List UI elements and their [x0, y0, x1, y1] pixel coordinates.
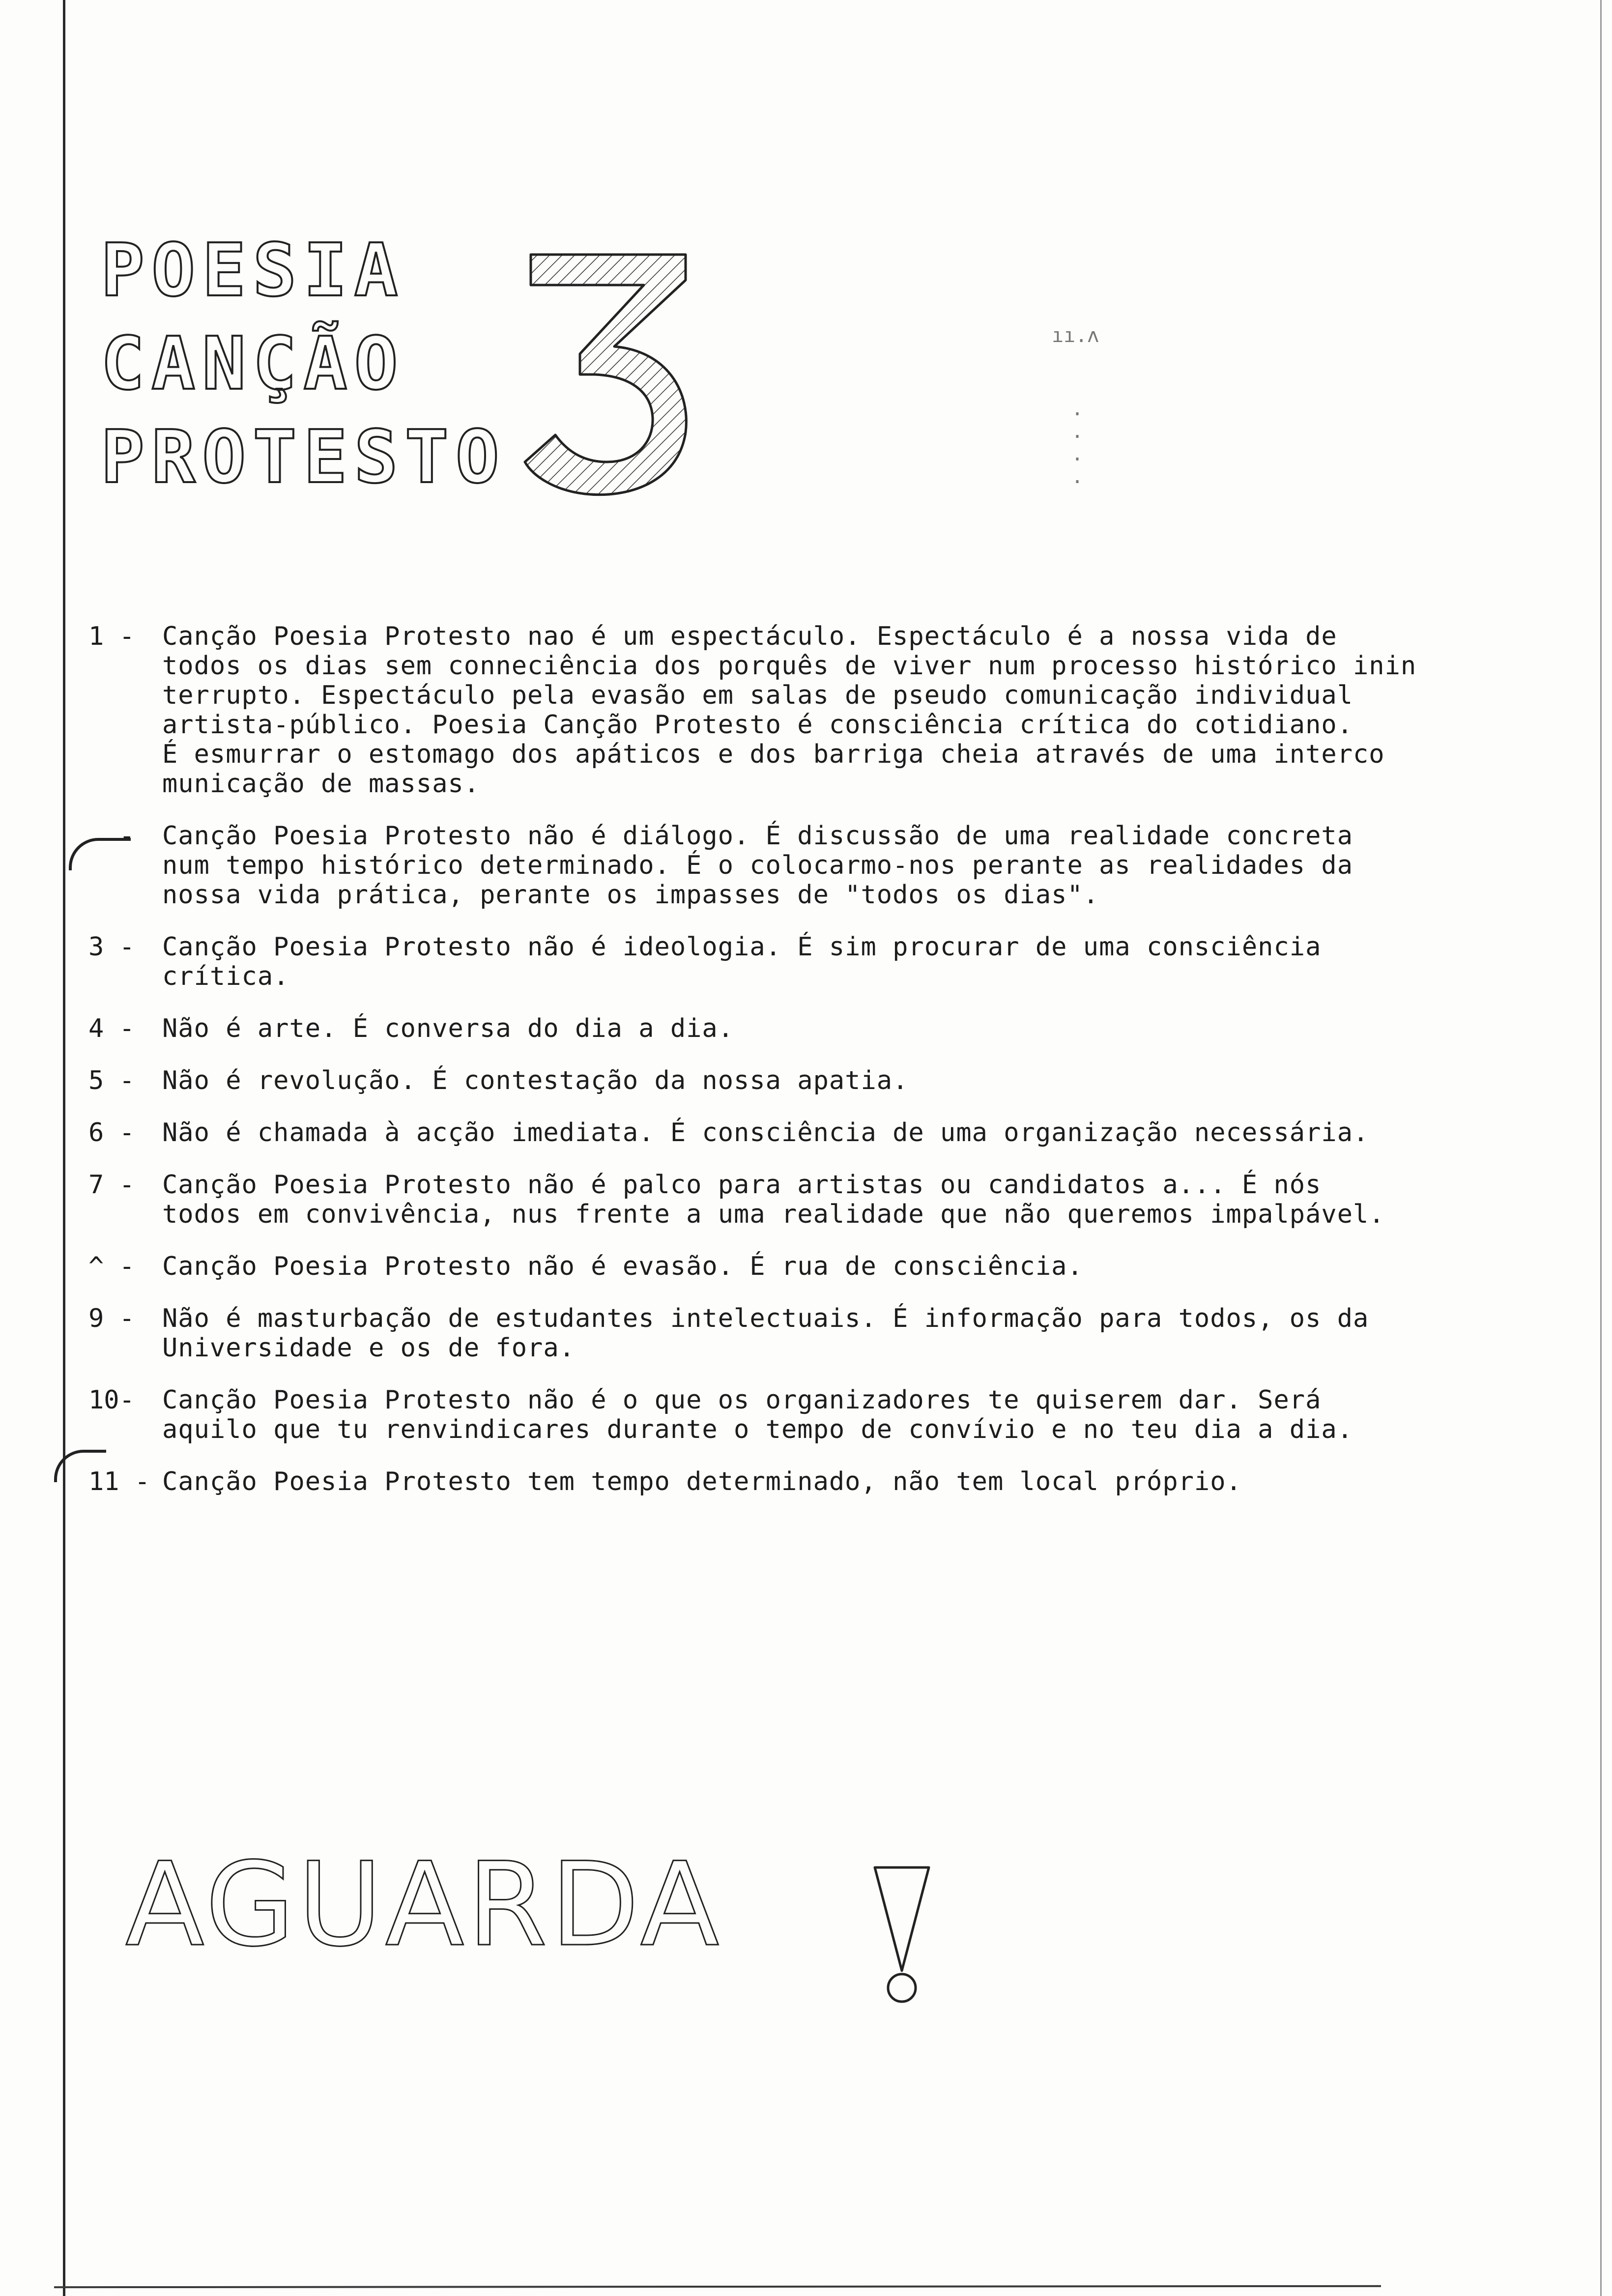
title-cancao: CANÇÃO — [101, 321, 405, 406]
list-item-line: artista-público. Poesia Canção Protesto é consciência crítica do cotidiano. — [162, 710, 1353, 740]
list-item-number: 1 - — [88, 622, 135, 651]
list-item-number: 5 - — [88, 1066, 135, 1095]
big-number-three — [521, 246, 698, 501]
list-item — [88, 1066, 1563, 1095]
list-item-line: municação de massas. — [162, 769, 480, 799]
list-item — [88, 1304, 1563, 1363]
list-item-line: Não é chamada à acção imediata. É consciência de uma organização necessária. — [162, 1118, 1369, 1148]
list-item-number: 4 - — [88, 1014, 135, 1043]
list-item-text — [162, 821, 1563, 910]
list-item-text — [162, 1014, 1563, 1043]
big-number-three-label: 3 — [609, 389, 613, 395]
list-item — [88, 622, 1563, 799]
list-item-line: Canção Poesia Protesto não é evasão. É rua de consciência. — [162, 1252, 1083, 1281]
list-item-line: aquilo que tu renvindicares durante o tempo de convívio e no teu dia a dia. — [162, 1415, 1353, 1444]
list-item-number: 11 - — [88, 1467, 150, 1496]
list-item-line: Universidade e os de fora. — [162, 1333, 575, 1363]
speck-mark-2: · · · · — [1071, 403, 1084, 493]
page-right-edge-line — [1600, 0, 1602, 2296]
list-item-line: todos em convivência, nus frente a uma realidade que não queremos impalpável. — [162, 1200, 1385, 1229]
list-item-text — [162, 1304, 1563, 1363]
list-item-line: Não é arte. É conversa do dia a dia. — [162, 1014, 734, 1043]
page-left-edge-line — [63, 0, 65, 2296]
title-protesto: PROTESTO — [101, 415, 506, 499]
list-item-line: Canção Poesia Protesto não é o que os organizadores te quiserem dar. Será — [162, 1385, 1322, 1415]
page-bottom-edge-line — [54, 2285, 1381, 2288]
list-item — [88, 1385, 1563, 1444]
list-item-line: Canção Poesia Protesto não é diálogo. É discussão de uma realidade concreta — [162, 821, 1353, 851]
list-item-line: Não é masturbação de estudantes intelectuais. É informação para todos, os da — [162, 1304, 1369, 1333]
title-poesia: POESIA — [101, 228, 405, 313]
list-item — [88, 932, 1563, 991]
list-item-text — [162, 1252, 1563, 1281]
list-item-line: nossa vida prática, perante os impasses de "todos os dias". — [162, 880, 1099, 910]
list-item-number: 3 - — [88, 932, 135, 962]
footer — [125, 1838, 722, 1972]
list-item-number: 6 - — [88, 1118, 135, 1148]
list-item-line: num tempo histórico determinado. É o colocarmo-nos perante as realidades da — [162, 851, 1353, 880]
list-item — [88, 821, 1563, 910]
list-item — [88, 1014, 1563, 1043]
list-item-number: ^ - — [88, 1252, 135, 1281]
list-item-line: crítica. — [162, 962, 289, 991]
manifesto-list — [88, 622, 1563, 1519]
list-item-number: 9 - — [88, 1304, 135, 1333]
list-item-text — [162, 1066, 1563, 1095]
list-item-line: Canção Poesia Protesto não é ideologia. É sim procurar de uma consciência — [162, 932, 1322, 962]
list-item — [88, 1170, 1563, 1229]
footer-aguarda: AGUARDA — [125, 1838, 722, 1972]
speck-mark-1: ıı.ʌ — [1052, 324, 1099, 347]
list-item-number: 7 - — [88, 1170, 135, 1200]
list-item-line: terrupto. Espectáculo pela evasão em salas de pseudo comunicação individual — [162, 681, 1353, 710]
list-item-text — [162, 1170, 1563, 1229]
list-item-text — [162, 622, 1563, 799]
list-item-line: Canção Poesia Protesto nao é um espectáculo. Espectáculo é a nossa vida de — [162, 622, 1337, 651]
list-item-line: todos os dias sem conneciência dos porquês de viver num processo histórico inin — [162, 651, 1417, 681]
list-item-text — [162, 932, 1563, 991]
list-item-text — [162, 1467, 1563, 1496]
list-item — [88, 1252, 1563, 1281]
list-item-line: Não é revolução. É contestação da nossa apatia. — [162, 1066, 909, 1095]
title-block — [101, 224, 523, 504]
list-item-line: É esmurrar o estomago dos apáticos e dos barriga cheia através de uma interco — [162, 740, 1385, 769]
list-item-number: - — [88, 821, 135, 851]
list-item — [88, 1118, 1563, 1148]
list-item-line: Canção Poesia Protesto tem tempo determinado, não tem local próprio. — [162, 1467, 1242, 1496]
list-item-line: Canção Poesia Protesto não é palco para artistas ou candidatos a... É nós — [162, 1170, 1322, 1200]
list-item-number: 10- — [88, 1385, 135, 1415]
list-item-text — [162, 1385, 1563, 1444]
list-item-text — [162, 1118, 1563, 1148]
list-item — [88, 1467, 1563, 1496]
exclamation-icon — [870, 1858, 934, 2005]
